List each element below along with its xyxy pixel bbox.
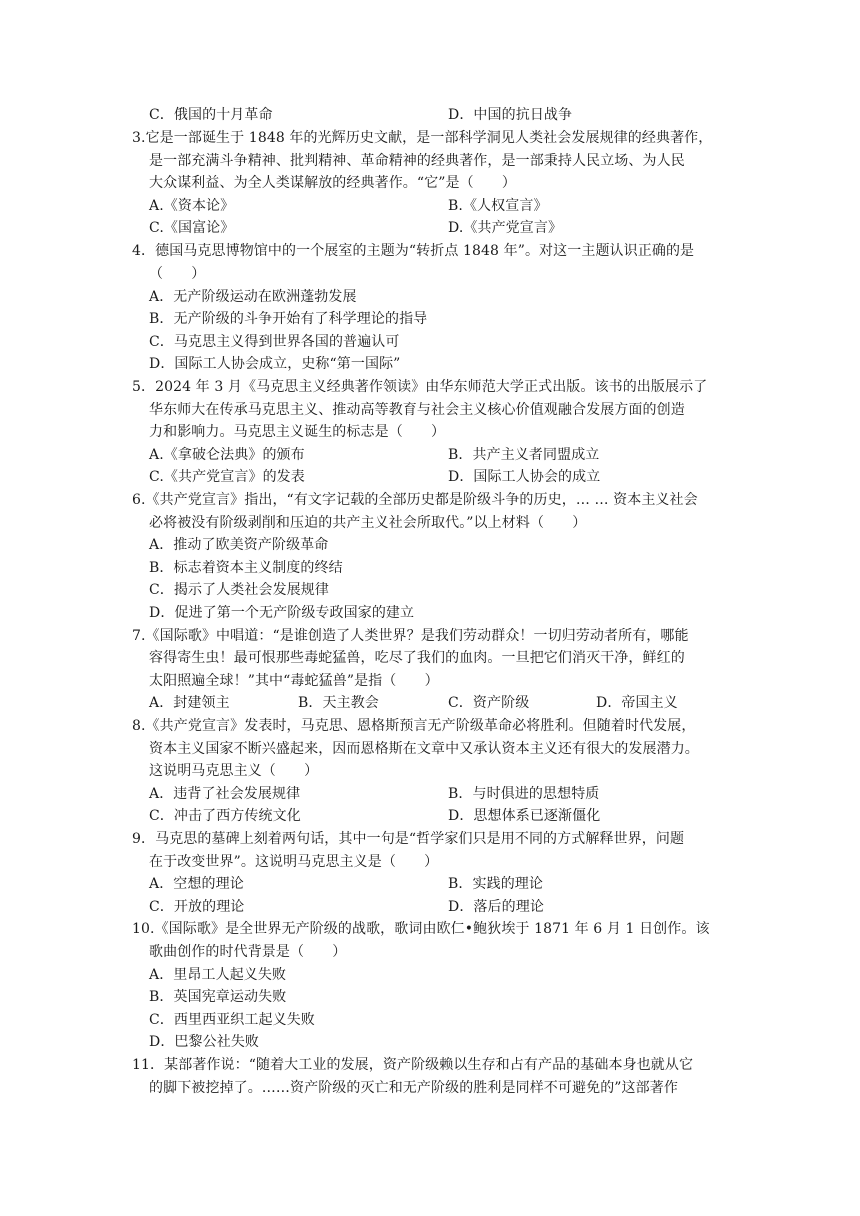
q8-stem-line-1: 8.《共产党宣言》发表时，马克思、恩格斯预言无产阶级革命必将胜利。但随着时代发展， [132, 718, 696, 734]
q10-option-d: D．巴黎公社失败 [149, 1034, 260, 1050]
q3-stem-line-1: 3.它是一部诞生于 1848 年的光辉历史文献，是一部科学洞见人类社会发展规律的经典著作， [132, 130, 713, 146]
q7-stem-line-3: 太阳照遍全球！”其中“毒蛇猛兽”是指（ ） [149, 673, 439, 689]
q7-option-d: D．帝国主义 [596, 695, 678, 711]
q7-option-c: C．资产阶级 [448, 695, 530, 711]
q7-stem-line-1: 7.《国际歌》中唱道：“是谁创造了人类世界？是我们劳动群众！一切归劳动者所有，哪能 [132, 628, 689, 644]
q8-option-b: B．与时俱进的思想特质 [448, 786, 600, 802]
q3-option-c: C.《国富论》 [149, 220, 235, 236]
q9-stem-line-1: 9．马克思的墓碑上刻着两句话，其中一句是“哲学家们只是用不同的方式解释世界，问题 [132, 831, 685, 847]
q5-stem-line-1: 5．2024 年 3 月《马克思主义经典著作领读》由华东师范大学正式出版。该书的出版展示了 [132, 379, 708, 395]
q9-option-c: C．开放的理论 [149, 899, 245, 915]
q2-option-d: D．中国的抗日战争 [448, 107, 573, 123]
q3-stem-line-3: 大众谋利益、为全人类谋解放的经典著作。“它”是（ ） [149, 175, 517, 191]
q8-option-c: C．冲击了西方传统文化 [149, 808, 301, 824]
q3-option-a: A.《资本论》 [149, 198, 235, 214]
q4-stem-line-2: （ ） [149, 266, 206, 282]
q5-option-b: B．共产主义者同盟成立 [448, 447, 600, 463]
q11-stem-line-1: 11．某部著作说：“随着大工业的发展，资产阶级赖以生存和占有产品的基础本身也就从它 [132, 1057, 694, 1073]
q10-option-a: A．里昂工人起义失败 [149, 967, 287, 983]
q6-option-a: A．推动了欧美资产阶级革命 [149, 537, 329, 553]
q8-option-a: A．违背了社会发展规律 [149, 786, 301, 802]
q7-stem-line-2: 容得寄生虫！最可恨那些毒蛇猛兽，吃尽了我们的血肉。一旦把它们消灭干净，鲜红的 [149, 650, 685, 666]
q10-stem-line-1: 10.《国际歌》是全世界无产阶级的战歌，歌词由欧仁•鲍狄埃于 1871 年 6 月 1 日创作。该 [132, 921, 710, 937]
q5-stem-line-3: 力和影响力。马克思主义诞生的标志是（ ） [149, 424, 446, 440]
q5-option-c: C.《共产党宣言》的发表 [149, 469, 305, 485]
q4-option-b: B．无产阶级的斗争开始有了科学理论的指导 [149, 311, 428, 327]
q9-option-b: B．实践的理论 [448, 876, 543, 892]
q3-stem-line-2: 是一部充满斗争精神、批判精神、革命精神的经典著作，是一部秉持人民立场、为人民 [149, 153, 685, 169]
q8-stem-line-3: 这说明马克思主义（ ） [149, 763, 319, 779]
q7-option-b: B．天主教会 [298, 695, 379, 711]
q8-option-d: D．思想体系已逐渐僵化 [448, 808, 601, 824]
q4-option-d: D．国际工人协会成立，史称“第一国际” [149, 356, 401, 372]
q2-option-c: C．俄国的十月革命 [149, 107, 273, 123]
q4-option-c: C．马克思主义得到世界各国的普遍认可 [149, 334, 400, 350]
q11-stem-line-2: 的脚下被挖掉了。……资产阶级的灭亡和无产阶级的胜利是同样不可避免的”这部著作 [149, 1080, 678, 1096]
q9-option-d: D．落后的理论 [448, 899, 544, 915]
q10-stem-line-2: 歌曲创作的时代背景是（ ） [149, 944, 347, 960]
q3-option-d: D.《共产党宣言》 [448, 220, 563, 236]
q10-option-b: B．英国宪章运动失败 [149, 989, 287, 1005]
q10-option-c: C．西里西亚织工起义失败 [149, 1012, 315, 1028]
q4-stem-line-1: 4．德国马克思博物馆中的一个展室的主题为“转折点 1848 年”。对这一主题认识正确的是 [132, 243, 695, 259]
q7-option-a: A．封建领主 [149, 695, 230, 711]
q5-option-d: D．国际工人协会的成立 [448, 469, 601, 485]
q3-option-b: B.《人权宣言》 [448, 198, 548, 214]
q5-option-a: A.《拿破仑法典》的颁布 [149, 447, 305, 463]
q6-stem-line-1: 6.《共产党宣言》指出，“有文字记载的全部历史都是阶级斗争的历史，… … 资本主义社会 [132, 492, 698, 508]
q4-option-a: A．无产阶级运动在欧洲蓬勃发展 [149, 289, 357, 305]
q9-stem-line-2: 在于改变世界”。这说明马克思主义是（ ） [149, 854, 439, 870]
q5-stem-line-2: 华东师大在传承马克思主义、推动高等教育与社会主义核心价值观融合发展方面的创造 [149, 402, 685, 418]
q6-option-b: B．标志着资本主义制度的终结 [149, 560, 343, 576]
q6-stem-line-2: 必将被没有阶级剥削和压迫的共产主义社会所取代。”以上材料（ ） [149, 515, 587, 531]
q9-option-a: A．空想的理论 [149, 876, 244, 892]
q6-option-c: C．揭示了人类社会发展规律 [149, 582, 330, 598]
q8-stem-line-2: 资本主义国家不断兴盛起来，因而恩格斯在文章中又承认资本主义还有很大的发展潜力。 [149, 741, 699, 757]
q6-option-d: D．促进了第一个无产阶级专政国家的建立 [149, 605, 415, 621]
